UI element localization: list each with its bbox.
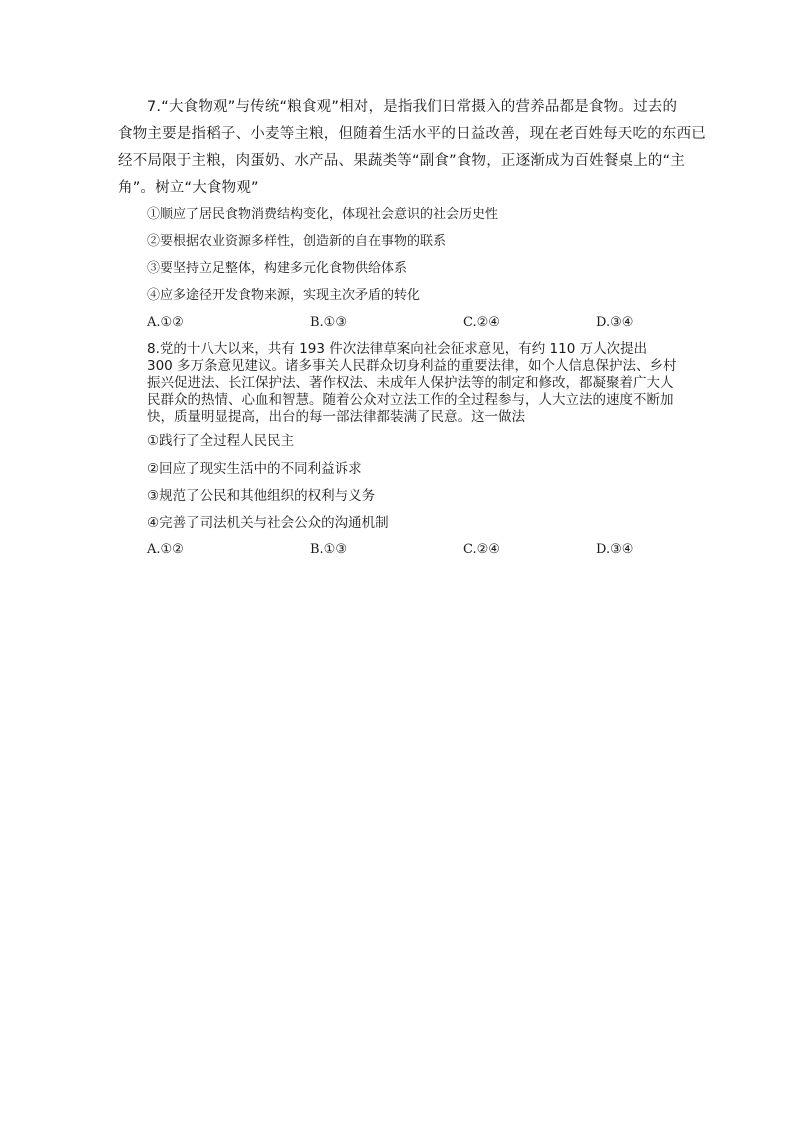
q8-option-2: ②回应了现实生活中的不同利益诉求 xyxy=(147,461,362,477)
q7-option-2: ②要根据农业资源多样性，创造新的自在事物的联系 xyxy=(147,234,447,249)
q7-choice-d: D.③④ xyxy=(596,315,634,330)
q7-option-4: ④应多途径开发食物来源，实现主次矛盾的转化 xyxy=(147,288,421,303)
q8-choice-b: B.①③ xyxy=(310,542,347,557)
q7-stem-line-2: 食物主要是指稻子、小麦等主粮，但随着生活水平的日益改善，现在老百姓每天吃的东西已 xyxy=(118,126,706,142)
q7-stem-line-3: 经不局限于主粮，肉蛋奶、水产品、果蔬类等“副食”食物，正逐渐成为百姓餐桌上的“主 xyxy=(118,153,686,169)
q8-option-1: ①践行了全过程人民民主 xyxy=(147,433,295,449)
q8-stem-line-2: 300 多万条意见建议。诸多事关人民群众切身利益的重要法律，如个人信息保护法、乡村 xyxy=(147,358,677,374)
q7-stem-line-1: 7.“大食物观”与传统“粮食观”相对，是指我们日常摄入的营养品都是食物。过去的 xyxy=(147,99,678,115)
q8-choice-a: A.①② xyxy=(147,542,184,557)
q8-stem-line-4: 民群众的热情、心血和智慧。随着公众对立法工作的全过程参与，人大立法的速度不断加 xyxy=(147,392,674,408)
q8-stem-line-3: 振兴促进法、长江保护法、著作权法、未成年人保护法等的制定和修改，都凝聚着广大人 xyxy=(147,375,674,391)
q8-choice-d: D.③④ xyxy=(596,542,634,557)
q7-choice-c: C.②④ xyxy=(463,315,500,330)
q7-option-1: ①顺应了居民食物消费结构变化，体现社会意识的社会历史性 xyxy=(147,207,499,222)
q7-stem-line-4: 角”。树立“大食物观” xyxy=(118,180,259,196)
q8-stem-line-1: 8.党的十八大以来，共有 193 件次法律草案向社会征求意见，有约 110 万人次提出 xyxy=(147,341,648,357)
q8-choice-c: C.②④ xyxy=(463,542,500,557)
q7-choice-b: B.①③ xyxy=(310,315,347,330)
q8-option-4: ④完善了司法机关与社会公众的沟通机制 xyxy=(147,515,389,531)
q7-option-3: ③要坚持立足整体，构建多元化食物供给体系 xyxy=(147,261,408,276)
q8-option-3: ③规范了公民和其他组织的权利与义务 xyxy=(147,488,376,504)
q7-choice-a: A.①② xyxy=(147,315,184,330)
q8-stem-line-5: 快，质量明显提高，出台的每一部法律都装满了民意。这一做法 xyxy=(147,409,525,425)
